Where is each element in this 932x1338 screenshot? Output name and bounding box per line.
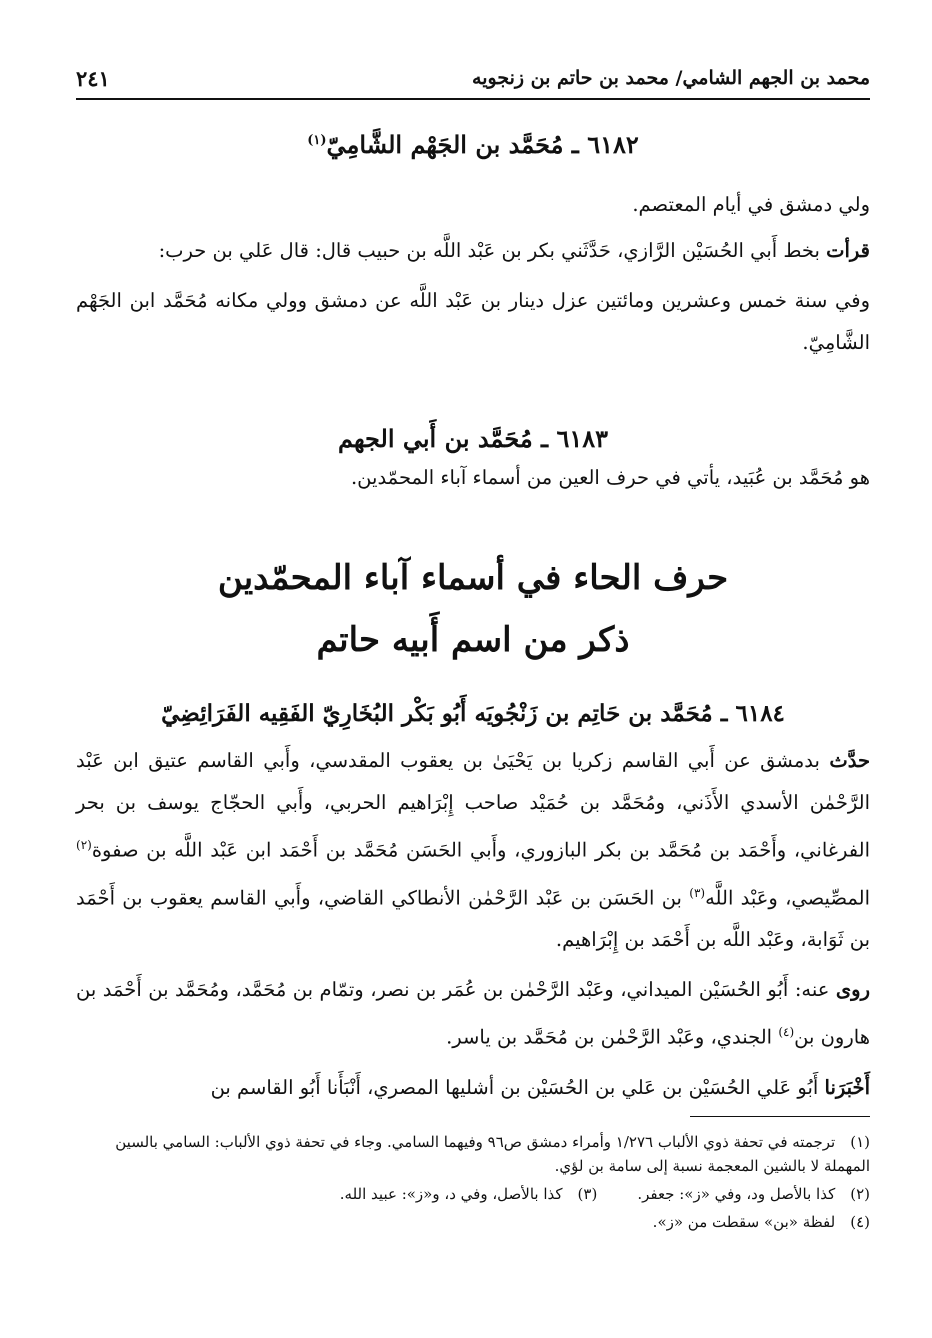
footnote-1: (١) ترجمته في تحفة ذوي الألباب ١/٢٧٦ وأمراء دمشق ص٩٦ وفيهما السامي. وجاء في تحفة ذوي الألباب: السامي بالسين المهملة لا بالشين المعجمة نسبة إلى سامة بن لؤي.	[115, 1133, 870, 1175]
lead-word: قرأت	[826, 239, 870, 262]
entry-6184-body	[76, 740, 870, 1109]
lead-word: حدَّث	[829, 749, 871, 772]
lead-word: روى	[835, 978, 870, 1001]
running-title: محمد بن الجهم الشامي/ محمد بن حاتم بن زنجويه	[472, 67, 870, 89]
section-heading	[76, 550, 870, 668]
entry-6182-title: ٦١٨٢ ـ مُحَمَّد بن الجَهْم الشَّامِيّ$^{(١)}$	[307, 130, 639, 159]
page-header	[76, 58, 870, 100]
footnote-3: (٣) كذا بالأصل، وفي د، و«ز»: عبيد الله.	[339, 1185, 598, 1203]
footnote-mark-3: (٣)	[689, 885, 706, 900]
entry-6184-title: ٦١٨٤ ـ مُحَمَّد بن حَاتِم بن زَنْجُويَه أَبُو بَكْر البُخَارِيّ الفَقِيه الفَرَائِضِيّ	[161, 700, 785, 727]
paragraph: قرأت بخط أَبي الحُسَيْن الرَّازي، حَدَّثَني بكر بن عَبْد اللَّه بن حبيب قال: قال عَلي بن حرب:	[158, 239, 870, 262]
entry-6182	[76, 130, 870, 159]
paragraph: ولي دمشق في أيام المعتصم.	[632, 193, 870, 216]
section-title-line-1: حرف الحاء في أسماء آباء المحمّدين	[217, 558, 729, 598]
section-title-line-2: ذكر من اسم أَبيه حاتم	[316, 620, 630, 660]
lead-word: أَخْبَرَنا	[824, 1075, 870, 1099]
entry-6182-body	[76, 184, 870, 364]
footnote-mark-4: (٤)	[778, 1025, 795, 1039]
paragraph: هو مُحَمَّد بن عُبَيد، يأتي في حرف العين من أسماء آباء المحمّدين.	[350, 466, 870, 489]
paragraph: روى عنه: أَبُو الحُسَيْن الميداني، وعَبْد الرَّحْمٰن بن عُمَر بن نصر، وتمّام بن مُحَمَّد، ومُحَمَّد بن أَحْمَد بن هارون بن$^{(٤)}$ الجندي، وعَبْد الرَّحْمٰن بن مُحَمَّد بن ياسر.	[76, 978, 870, 1049]
entry-6184	[76, 700, 870, 727]
footnotes	[76, 1130, 870, 1234]
footnote-mark-2: (٢)	[76, 838, 92, 852]
paragraph: حدَّث بدمشق عن أَبي القاسم زكريا بن يَحْيَىٰ بن يعقوب المقدسي، وأَبي القاسم عتيق ابن عَبْد الرَّحْمٰن الأسدي الأَذَني، ومُحَمَّد بن حُمَيْد صاحب إِبْرَاهيم الحربي، وأَبي الحجّاج يوسف بن بحر الفرغاني، وأَحْمَد بن مُحَمَّد بن بكر البازوري، وأَبي الحَسَن مُحَمَّد بن أَحْمَد ابن عَبْد اللَّه بن صفوة$^{(٢)}$ المصِّيصي، وعَبْد اللَّه$^{(٣)}$ بن الحَسَن بن عَبْد الرَّحْمٰن الأنطاكي القاضي، وأَبي القاسم يعقوب بن أَحْمَد بن ثَوَابة، وعَبْد اللَّه بن أَحْمَد بن إِبْرَاهيم.	[76, 749, 871, 951]
paragraph: أَخْبَرَنا أَبُو عَلي الحُسَيْن بن عَلي بن الحُسَيْن بن أشليها المصري، أَنْبَأَنا أَبُو القاسم بن	[210, 1075, 870, 1099]
footnote-2: (٢) كذا بالأصل ود، وفي «ز»: جعفر.	[637, 1185, 870, 1203]
entry-6183-title: ٦١٨٣ ـ مُحَمَّد بن أَبي الجهم	[338, 424, 608, 453]
entry-6183	[76, 424, 870, 499]
footnote-4: (٤) لفظة «بن» سقطت من «ز».	[652, 1213, 870, 1231]
footnote-divider	[690, 1116, 870, 1117]
footnote-row	[76, 1182, 870, 1206]
page-number: ٢٤١	[76, 65, 110, 91]
paragraph: وفي سنة خمس وعشرين ومائتين عزل دينار بن عَبْد اللَّه عن دمشق وولي مكانه مُحَمَّد ابن الجَهْم الشَّامِيّ.	[76, 289, 870, 354]
footnote-mark-1: (١)	[307, 133, 327, 148]
